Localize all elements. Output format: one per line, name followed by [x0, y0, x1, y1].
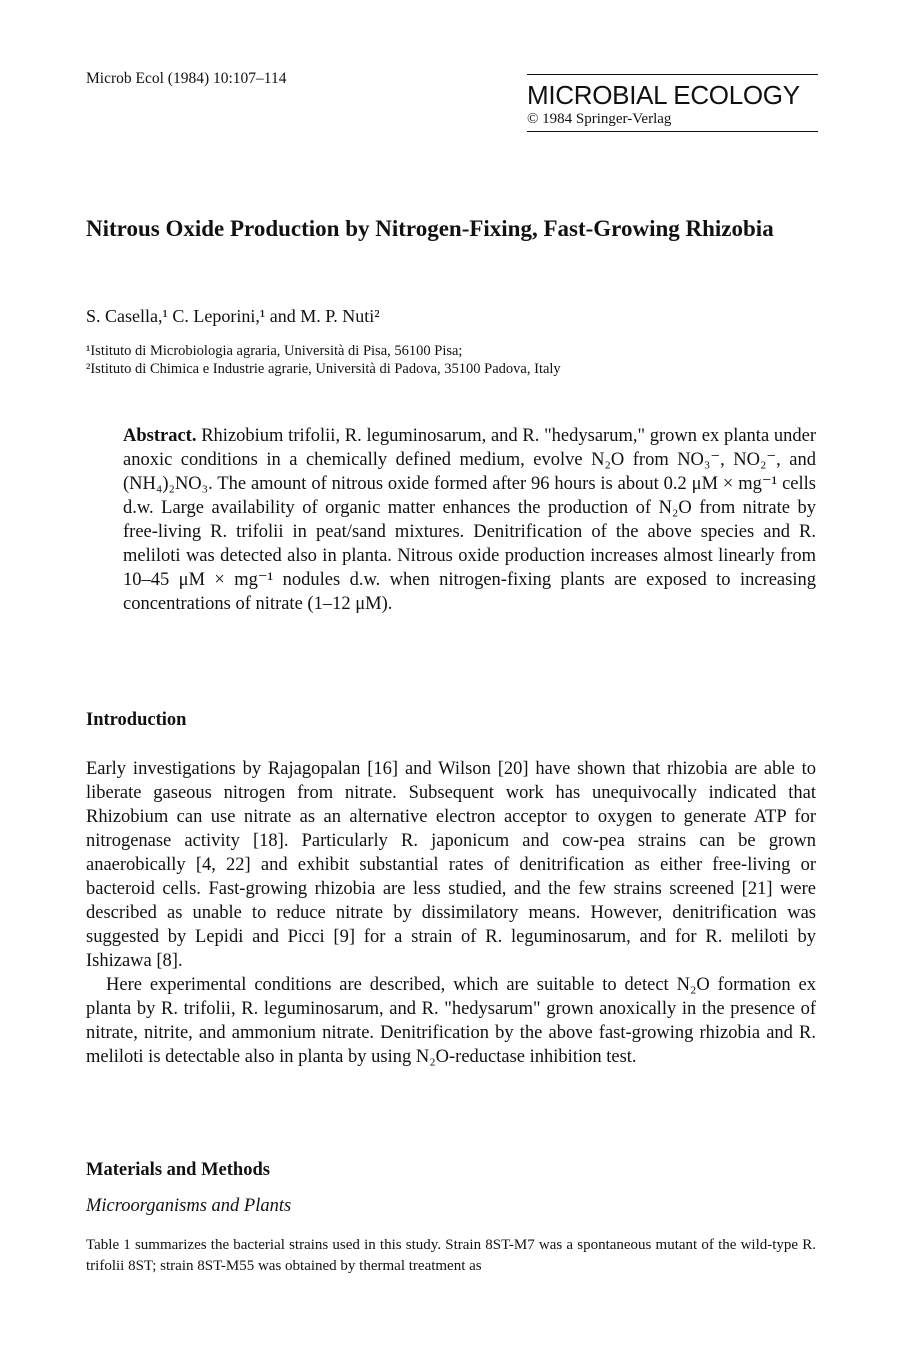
abstract-label: Abstract. — [123, 426, 197, 446]
affiliation-2: ²Istituto di Chimica e Industrie agrarie, Università di Padova, 35100 Padova, Italy — [86, 361, 561, 377]
journal-name: MICROBIAL ECOLOGY — [527, 80, 800, 110]
introduction-heading: Introduction — [86, 710, 187, 730]
methods-text: Table 1 summarizes the bacterial strains used in this study. Strain 8ST-M7 was a spontaneous mutant of the wild-type R. trifolii 8ST; strain 8ST-M55 was obtained by thermal treatment as — [86, 1237, 816, 1274]
article-title: Nitrous Oxide Production by Nitrogen-Fixing, Fast-Growing Rhizobia — [86, 216, 774, 241]
affiliation-1: ¹Istituto di Microbiologia agraria, Università di Pisa, 56100 Pisa; — [86, 343, 463, 359]
abstract-text: Rhizobium trifolii, R. leguminosarum, and R. "hedysarum," grown ex planta under anoxic conditions in a chemically defined medium, evolve N₂O from NO₃⁻, NO₂⁻, and (NH₄)₂NO₃. The amount of nitrous oxide formed after 96 hours is about 0.2 μM × mg⁻¹ cells d.w. Large availability of organic matter enhances the production of N₂O from nitrate by free-living R. trifolii in peat/sand mixtures. Denitrification of the above species and R. meliloti was detected also in planta. Nitrous oxide production increases almost linearly from 10–45 μM × mg⁻¹ nodules d.w. when nitrogen-fixing plants are exposed to increasing concentrations of nitrate (1–12 μM). — [123, 426, 817, 614]
introduction-paragraph: Early investigations by Rajagopalan [16] and Wilson [20] have shown that rhizobia are able to liberate gaseous nitrogen from nitrate. Subsequent work has unequivocally indicated that Rhizobium can use nitrate as an alternative electron acceptor to oxygen to generate ATP for nitrogenase activity [18]. Particularly R. japonicum and cow-pea strains can be grown anaerobically [4, 22] and exhibit substantial rates of denitrification as either free-living or bacteroid cells. Fast-growing rhizobia are less studied, and the few strains screened [21] were described as unable to reduce nitrate by dissimilatory means. However, denitrification was suggested by Lepidi and Picci [9] for a strain of R. leguminosarum, and for R. meliloti by Ishizawa [8]. — [86, 759, 816, 971]
copyright-line: © 1984 Springer-Verlag — [527, 111, 672, 127]
journal-citation: Microb Ecol (1984) 10:107–114 — [86, 70, 287, 87]
author-list: S. Casella,¹ C. Leporini,¹ and M. P. Nuti² — [86, 306, 380, 326]
introduction-body — [86, 757, 816, 1069]
introduction-paragraph: Here experimental conditions are described, which are suitable to detect N₂O formation ex planta by R. trifolii, R. leguminosarum, and R. "hedysarum" grown anoxically in the presence of nitrate, nitrite, and ammonium nitrate. Denitrification by the above fast-growing rhizobia and R. meliloti is detectable also in planta by using N₂O-reductase inhibition test. — [86, 975, 816, 1067]
journal-masthead — [527, 74, 818, 132]
methods-subheading: Microorganisms and Plants — [86, 1196, 292, 1216]
abstract — [123, 424, 816, 616]
methods-heading: Materials and Methods — [86, 1160, 270, 1180]
